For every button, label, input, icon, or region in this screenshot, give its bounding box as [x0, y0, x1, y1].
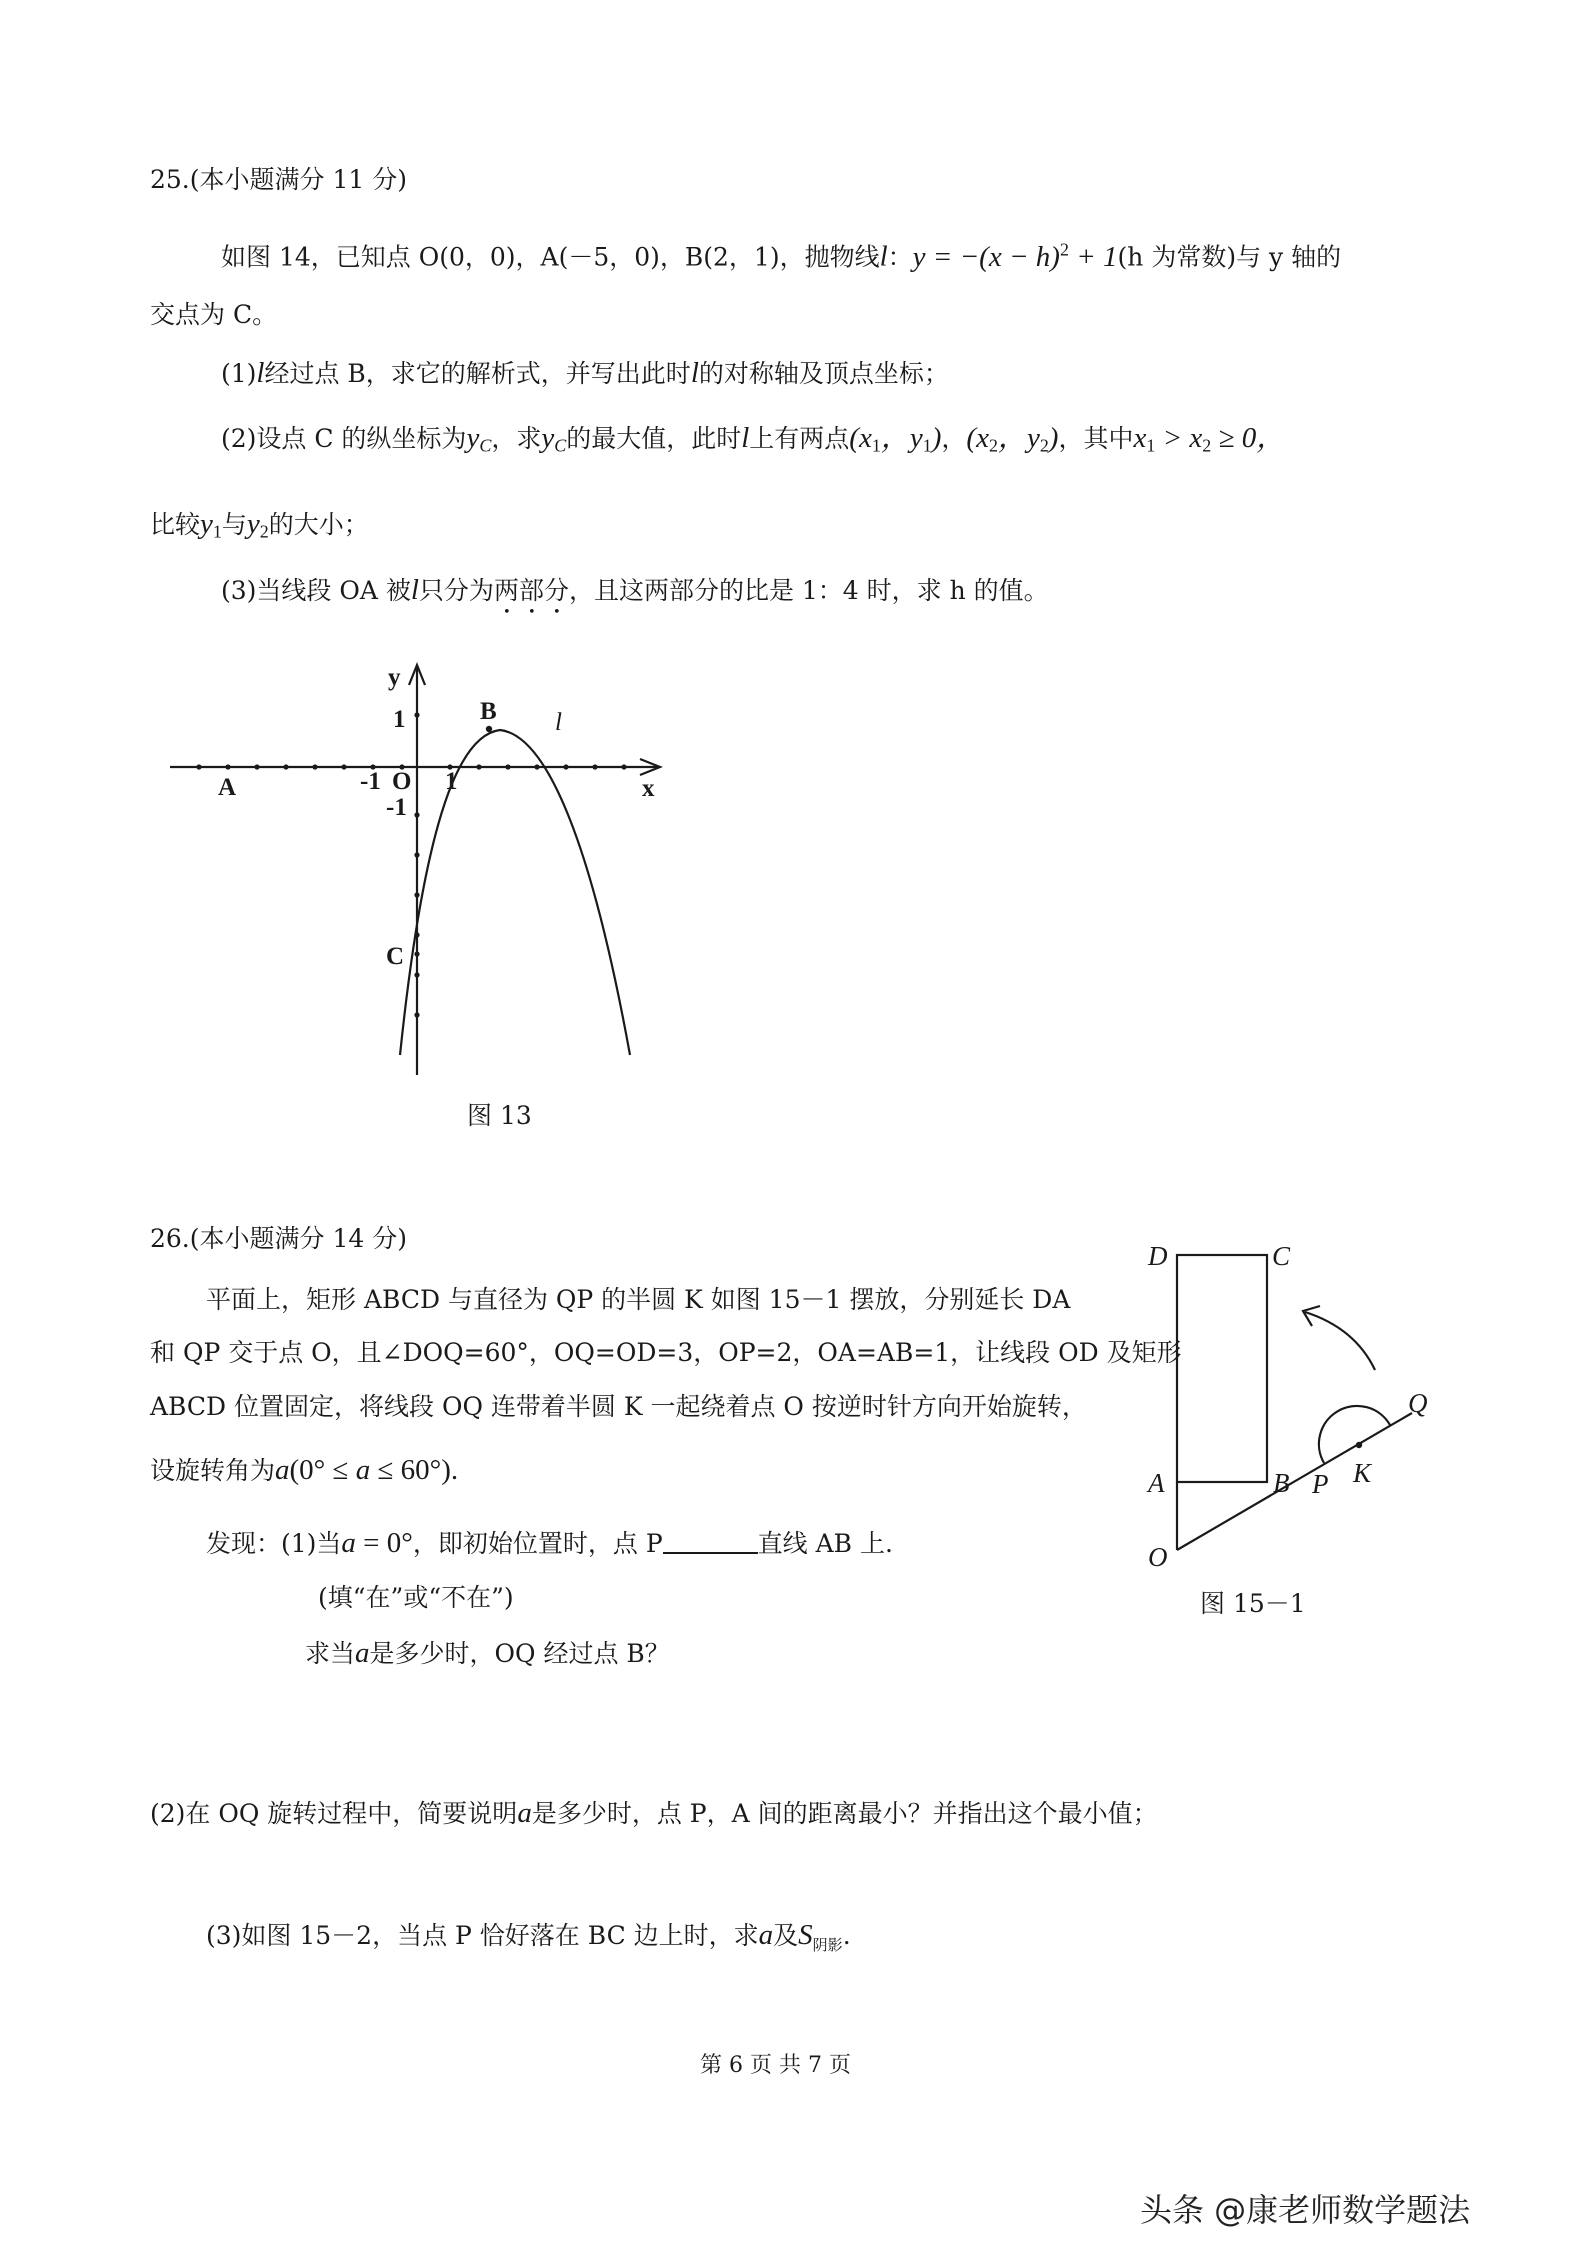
answer-blank [663, 1528, 758, 1554]
rectangle-ABCD [1177, 1255, 1267, 1482]
label-neg1-y: -1 [386, 794, 407, 821]
q26-line3: ABCD 位置固定，将线段 OQ 连带着半圆 K 一起绕着点 O 按逆时针方向开始旋转， [150, 1392, 1087, 1421]
page-footer: 第 6 页 共 7 页 [700, 2053, 851, 2078]
label-B: B [1273, 1468, 1290, 1498]
label-x: x [642, 775, 655, 802]
emphasis-dots: 两部分 [493, 576, 569, 605]
label-1-y: 1 [393, 706, 406, 733]
label-O: O [1148, 1542, 1168, 1572]
q26-line1: 平面上，矩形 ABCD 与直径为 QP 的半圆 K 如图 15－1 摆放，分别延长 DA [206, 1285, 1071, 1314]
parabola-l: l [879, 240, 888, 273]
q25-part2-line2: 比较$y_1$与$y_2$的大小； [150, 508, 369, 542]
point-B [486, 726, 492, 732]
label-A: A [1148, 1468, 1165, 1498]
q25-part3: (3)当线段 OA 被l只分为两部分，且这两部分的比是 1：4 时，求 h 的值。 [221, 574, 1049, 606]
figure-15-1 [1130, 1220, 1450, 1580]
q25-intro-text: 如图 14，已知点 O(0，0)，A(－5，0)，B(2，1)，抛物线 [221, 242, 880, 272]
label-origin: O [392, 768, 412, 795]
point-K [1356, 1442, 1362, 1448]
q25-intro-line2: 交点为 C。 [150, 300, 278, 329]
q26-part2: (2)在 OQ 旋转过程中，简要说明a是多少时，点 P，A 间的距离最小？并指出这个最小值； [150, 1797, 1158, 1829]
q25-intro-tail: (h 为常数)与 y 轴的 [1117, 242, 1342, 272]
label-P: P [1312, 1469, 1329, 1499]
label-Q: Q [1408, 1388, 1428, 1418]
label-A: A [218, 774, 237, 801]
q26-line2: 和 QP 交于点 O，且∠DOQ=60°，OQ=OD=3，OP=2，OA=AB=1，让线段 OD 及矩形 [150, 1338, 1182, 1367]
point-C [414, 951, 419, 956]
rotation-arrow [1305, 1312, 1375, 1370]
label-B: B [480, 698, 497, 725]
q26-hint: (填“在”或“不在”) [318, 1583, 514, 1612]
q26-ask: 求当a是多少时，OQ 经过点 B？ [305, 1637, 670, 1669]
q26-find: 发现：(1)当a = 0°，即初始位置时，点 P 直线 AB 上. [206, 1527, 893, 1559]
q26-line4: 设旋转角为a(0° ≤ a ≤ 60°). [150, 1454, 459, 1486]
figure-15-caption: 图 15－1 [1200, 1589, 1306, 1618]
colon: ： [887, 242, 913, 272]
label-C: C [1272, 1241, 1291, 1271]
figure-13-caption: 图 13 [467, 1101, 532, 1130]
q26-part3: (3)如图 15－2，当点 P 恰好落在 BC 边上时，求a及$S_{阴影}$. [206, 1919, 851, 1954]
label-l: l [555, 709, 562, 736]
label-C: C [386, 943, 405, 970]
q25-intro [221, 232, 1341, 275]
label-1-x: 1 [445, 768, 458, 795]
q26-header: 26.(本小题满分 14 分) [150, 1224, 407, 1253]
q25-header: 25.(本小题满分 11 分) [150, 165, 407, 194]
label-K: K [1353, 1458, 1372, 1488]
semicircle-K [1319, 1406, 1390, 1463]
q25-part2: (2)设点 C 的纵坐标为$y_C$，求$y_C$的最大值，此时l上有两点($x_1$，$y_1$)，($x_2$，$y_2$)，其中$x_1 > x_2 \ge 0$， [221, 422, 1286, 456]
figure-13 [160, 655, 680, 1195]
watermark: 头条 @康老师数学题法 [1140, 2191, 1471, 2229]
parabola-formula: $y = -(x - h)^2 + 1$ [912, 239, 1118, 273]
label-neg1-x: -1 [360, 768, 381, 795]
q25-part1: (1)l经过点 B，求它的解析式，并写出此时l的对称轴及顶点坐标； [221, 357, 949, 389]
label-D: D [1148, 1241, 1168, 1271]
parabola-curve [400, 730, 630, 1055]
label-y: y [388, 664, 401, 691]
